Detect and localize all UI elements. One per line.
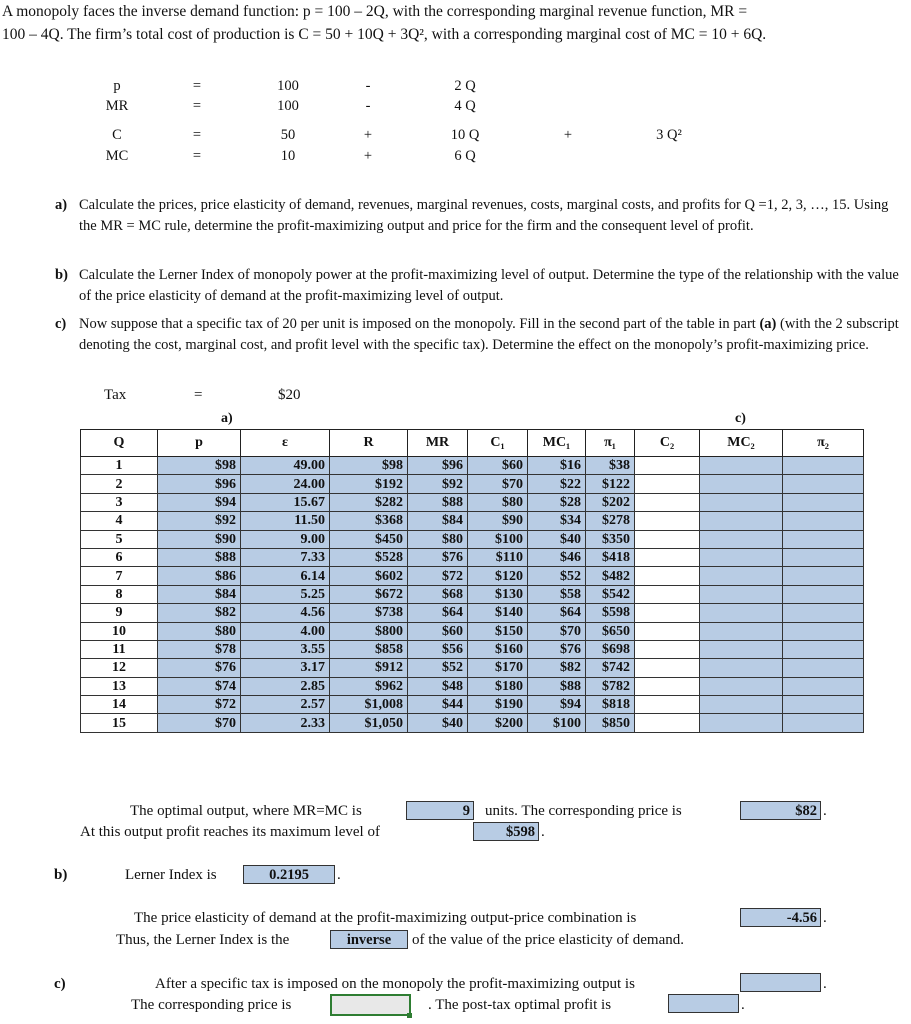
table-row	[81, 622, 864, 640]
tax-input-cell[interactable]	[783, 493, 864, 511]
tax-input-cell[interactable]	[783, 567, 864, 585]
value-cell[interactable]: $88	[158, 548, 241, 566]
column-header: MC₂	[700, 430, 783, 457]
tax-input-cell[interactable]	[635, 640, 700, 658]
equation-term2: 3 Q²	[656, 127, 682, 143]
value-cell[interactable]: $78	[158, 640, 241, 658]
column-header: R	[330, 430, 408, 457]
question-a-label: a)	[55, 197, 68, 213]
value-cell[interactable]: $94	[528, 696, 586, 714]
tax-input-cell[interactable]	[783, 696, 864, 714]
column-header: ε	[241, 430, 330, 457]
tax-input-cell[interactable]	[635, 604, 700, 622]
table-row	[81, 640, 864, 658]
tax-input-cell[interactable]	[783, 585, 864, 603]
tax-input-cell[interactable]	[635, 714, 700, 732]
tax-input-cell[interactable]	[783, 548, 864, 566]
question-b-label: b)	[55, 267, 68, 283]
table-section-a: a)	[221, 411, 233, 426]
value-cell[interactable]: $88	[528, 677, 586, 695]
value-cell[interactable]: $122	[586, 475, 635, 493]
period-2: .	[541, 824, 545, 840]
equation-label: p	[113, 78, 121, 94]
value-cell[interactable]: $60	[408, 622, 468, 640]
value-cell[interactable]: 5.25	[241, 585, 330, 603]
value-cell[interactable]: $60	[468, 457, 528, 475]
q-cell[interactable]: 1	[81, 457, 158, 475]
q-cell[interactable]: 10	[81, 622, 158, 640]
q-cell[interactable]: 4	[81, 512, 158, 530]
tax-input-cell[interactable]	[700, 567, 783, 585]
value-cell[interactable]: $850	[586, 714, 635, 732]
max-profit-cell[interactable]: $598	[473, 822, 539, 841]
answers-c-label: c)	[54, 976, 66, 992]
q-cell[interactable]: 2	[81, 475, 158, 493]
value-cell[interactable]: $98	[158, 457, 241, 475]
value-cell[interactable]: $542	[586, 585, 635, 603]
answers-b-label: b)	[54, 867, 68, 883]
question-b	[55, 265, 900, 307]
equation-eq: =	[192, 127, 202, 143]
value-cell[interactable]: $962	[330, 677, 408, 695]
value-cell[interactable]: 2.33	[241, 714, 330, 732]
value-cell[interactable]: $64	[528, 604, 586, 622]
period-1: .	[823, 803, 827, 819]
value-cell[interactable]: 2.57	[241, 696, 330, 714]
value-cell[interactable]: $180	[468, 677, 528, 695]
q-cell[interactable]: 7	[81, 567, 158, 585]
value-cell[interactable]: 15.67	[241, 493, 330, 511]
value-cell[interactable]: $56	[408, 640, 468, 658]
tax-input-cell[interactable]	[700, 493, 783, 511]
value-cell[interactable]: $52	[528, 567, 586, 585]
tax-input-cell[interactable]	[783, 604, 864, 622]
value-cell[interactable]: $96	[158, 475, 241, 493]
units-text: units. The corresponding price is	[485, 803, 682, 819]
table-row	[81, 659, 864, 677]
value-cell[interactable]: $84	[408, 512, 468, 530]
period-6: .	[741, 997, 745, 1013]
value-cell[interactable]: $90	[468, 512, 528, 530]
lerner-index-text: Lerner Index is	[125, 867, 217, 883]
value-cell[interactable]: $38	[586, 457, 635, 475]
optimal-output-cell[interactable]: 9	[406, 801, 474, 820]
equation-label: MR	[105, 98, 129, 114]
value-cell[interactable]: $200	[468, 714, 528, 732]
value-cell[interactable]: $110	[468, 548, 528, 566]
value-cell[interactable]: $368	[330, 512, 408, 530]
table-row	[81, 677, 864, 695]
tax-input-cell[interactable]	[700, 604, 783, 622]
value-cell[interactable]: $84	[158, 585, 241, 603]
value-cell[interactable]: $48	[408, 677, 468, 695]
tax-input-cell[interactable]	[783, 457, 864, 475]
question-c-text-post: (with the 2 subscript denoting the cost, marginal cost, and profit level with the specific tax). Determine the effect on the monopoly’s profit-maximizing price.	[79, 316, 899, 353]
equation-term: 4 Q	[454, 98, 476, 114]
tax-input-cell[interactable]	[635, 548, 700, 566]
tax-input-cell[interactable]	[700, 714, 783, 732]
value-cell[interactable]: $782	[586, 677, 635, 695]
value-cell[interactable]: $450	[330, 530, 408, 548]
value-cell[interactable]: $88	[408, 493, 468, 511]
period-3: .	[337, 867, 341, 883]
value-cell[interactable]: $858	[330, 640, 408, 658]
tax-input-cell[interactable]	[635, 475, 700, 493]
q-cell[interactable]: 14	[81, 696, 158, 714]
equation-label: MC	[105, 148, 129, 164]
equation-const: 100	[277, 78, 299, 94]
column-header: π₂	[783, 430, 864, 457]
equation-op: +	[363, 127, 373, 143]
value-cell[interactable]: $44	[408, 696, 468, 714]
equation-op: -	[365, 78, 371, 94]
tax-input-cell[interactable]	[635, 696, 700, 714]
tax-input-cell[interactable]	[783, 622, 864, 640]
q-cell[interactable]: 11	[81, 640, 158, 658]
value-cell[interactable]: $150	[468, 622, 528, 640]
q-cell[interactable]: 12	[81, 659, 158, 677]
thus-text: Thus, the Lerner Index is the	[116, 932, 290, 948]
tax-input-cell[interactable]	[700, 640, 783, 658]
post-tax-output-cell[interactable]	[740, 973, 821, 992]
equation-const: 10	[280, 148, 296, 164]
value-cell[interactable]: $278	[586, 512, 635, 530]
question-c	[55, 314, 900, 356]
question-a-text: Calculate the prices, price elasticity of demand, revenues, marginal revenues, costs, marginal costs, and profits for Q =1, 2, 3, …, 15. Using the MR = MC rule, determine the profit-maximizing output and price for the firm and the consequent level of profit.	[79, 197, 889, 234]
post-tax-output-text: After a specific tax is imposed on the monopoly the profit-maximizing output is	[155, 976, 635, 992]
value-cell[interactable]: $672	[330, 585, 408, 603]
question-c-text	[79, 314, 900, 356]
tax-input-cell[interactable]	[783, 659, 864, 677]
table-row	[81, 457, 864, 475]
value-cell[interactable]: $192	[330, 475, 408, 493]
value-cell[interactable]: $742	[586, 659, 635, 677]
value-cell[interactable]: 11.50	[241, 512, 330, 530]
question-b-text: Calculate the Lerner Index of monopoly power at the profit-maximizing level of output. Determine the type of the relationship with the value of the price elasticity of demand at the profit-maximizing level of output.	[79, 267, 899, 304]
question-c-label: c)	[55, 316, 67, 332]
period-4: .	[823, 910, 827, 926]
value-cell[interactable]: $598	[586, 604, 635, 622]
value-cell[interactable]: $482	[586, 567, 635, 585]
value-cell[interactable]: 9.00	[241, 530, 330, 548]
table-row	[81, 530, 864, 548]
equation-eq: =	[192, 148, 202, 164]
intro-line-2: 100 – 4Q. The firm’s total cost of production is C = 50 + 10Q + 3Q², with a corresponding marginal cost of MC = 10 + 6Q.	[2, 26, 767, 43]
value-cell[interactable]: $46	[528, 548, 586, 566]
value-cell[interactable]: $282	[330, 493, 408, 511]
value-cell[interactable]: $28	[528, 493, 586, 511]
column-header: C₁	[468, 430, 528, 457]
value-cell[interactable]: $738	[330, 604, 408, 622]
value-cell[interactable]: $1,050	[330, 714, 408, 732]
question-c-text-bold: (a)	[759, 316, 777, 332]
value-cell[interactable]: $70	[468, 475, 528, 493]
tax-equals: =	[194, 387, 203, 403]
value-cell[interactable]: $800	[330, 622, 408, 640]
value-cell[interactable]: $34	[528, 512, 586, 530]
tax-input-cell[interactable]	[700, 530, 783, 548]
value-cell[interactable]: 49.00	[241, 457, 330, 475]
value-cell[interactable]: $82	[528, 659, 586, 677]
value-cell[interactable]: $818	[586, 696, 635, 714]
equation-term: 10 Q	[450, 127, 480, 143]
tax-input-cell[interactable]	[635, 585, 700, 603]
table-section-c: c)	[735, 411, 746, 426]
value-cell[interactable]: $100	[468, 530, 528, 548]
value-cell[interactable]: $76	[158, 659, 241, 677]
relation-cell[interactable]: inverse	[330, 930, 408, 949]
equation-const: 100	[277, 98, 299, 114]
table-body	[81, 457, 864, 733]
value-cell[interactable]: $94	[158, 493, 241, 511]
post-tax-profit-cell[interactable]	[668, 994, 739, 1013]
value-cell[interactable]: $698	[586, 640, 635, 658]
column-header: MR	[408, 430, 468, 457]
value-cell[interactable]: $82	[158, 604, 241, 622]
value-cell[interactable]: $92	[408, 475, 468, 493]
value-cell[interactable]: 3.17	[241, 659, 330, 677]
value-cell[interactable]: $52	[408, 659, 468, 677]
table-row	[81, 475, 864, 493]
period-5: .	[823, 976, 827, 992]
tax-input-cell[interactable]	[783, 512, 864, 530]
value-cell[interactable]: $528	[330, 548, 408, 566]
equation-op: +	[363, 148, 373, 164]
table-row	[81, 585, 864, 603]
equation-term: 6 Q	[454, 148, 476, 164]
table-row	[81, 567, 864, 585]
value-cell[interactable]: $72	[408, 567, 468, 585]
tax-input-cell[interactable]	[783, 640, 864, 658]
value-cell[interactable]: 7.33	[241, 548, 330, 566]
tax-input-cell[interactable]	[700, 585, 783, 603]
value-cell[interactable]: 3.55	[241, 640, 330, 658]
tax-input-cell[interactable]	[700, 475, 783, 493]
tax-input-cell[interactable]	[700, 677, 783, 695]
value-cell[interactable]: $96	[408, 457, 468, 475]
value-cell[interactable]: $98	[330, 457, 408, 475]
value-cell[interactable]: $190	[468, 696, 528, 714]
value-cell[interactable]: $602	[330, 567, 408, 585]
value-cell[interactable]: 2.85	[241, 677, 330, 695]
equation-eq: =	[192, 98, 202, 114]
value-cell[interactable]: $58	[528, 585, 586, 603]
q-cell[interactable]: 9	[81, 604, 158, 622]
tax-input-cell[interactable]	[783, 714, 864, 732]
value-cell[interactable]: $1,008	[330, 696, 408, 714]
value-cell[interactable]: $70	[528, 622, 586, 640]
tax-input-cell[interactable]	[783, 475, 864, 493]
value-cell[interactable]: $40	[528, 530, 586, 548]
column-header: p	[158, 430, 241, 457]
elasticity-text: The price elasticity of demand at the profit-maximizing output-price combination is	[134, 910, 637, 926]
fill-handle[interactable]	[407, 1013, 412, 1018]
value-cell[interactable]: $100	[528, 714, 586, 732]
tax-input-cell[interactable]	[635, 622, 700, 640]
column-header: Q	[81, 430, 158, 457]
post-tax-price-text: The corresponding price is	[131, 997, 292, 1013]
results-table	[80, 429, 864, 733]
equation-eq: =	[192, 78, 202, 94]
tax-input-cell[interactable]	[635, 677, 700, 695]
value-cell[interactable]: $80	[158, 622, 241, 640]
table-row	[81, 714, 864, 732]
table-row	[81, 604, 864, 622]
lerner-index-cell[interactable]: 0.2195	[243, 865, 335, 884]
q-cell[interactable]: 8	[81, 585, 158, 603]
value-cell[interactable]: $350	[586, 530, 635, 548]
question-a	[55, 195, 900, 237]
post-tax-price-cell[interactable]	[330, 994, 411, 1016]
value-cell[interactable]: 4.56	[241, 604, 330, 622]
equations-block	[0, 78, 911, 178]
value-cell[interactable]: $912	[330, 659, 408, 677]
value-cell[interactable]: 24.00	[241, 475, 330, 493]
question-c-text-pre: Now suppose that a specific tax of 20 per unit is imposed on the monopoly. Fill in the second part of the table in part	[79, 316, 760, 332]
value-cell[interactable]: $68	[408, 585, 468, 603]
value-cell[interactable]: $76	[528, 640, 586, 658]
q-cell[interactable]: 15	[81, 714, 158, 732]
value-cell[interactable]: $16	[528, 457, 586, 475]
value-cell[interactable]: $170	[468, 659, 528, 677]
tax-input-cell[interactable]	[700, 659, 783, 677]
value-cell[interactable]: $74	[158, 677, 241, 695]
post-tax-profit-text: . The post-tax optimal profit is	[428, 997, 612, 1013]
table-header-row	[81, 430, 864, 457]
table-row	[81, 548, 864, 566]
optimal-output-text: The optimal output, where MR=MC is	[130, 803, 362, 819]
tax-input-cell[interactable]	[700, 457, 783, 475]
value-cell[interactable]: $80	[408, 530, 468, 548]
value-cell[interactable]: $40	[408, 714, 468, 732]
tax-input-cell[interactable]	[635, 530, 700, 548]
table-row	[81, 696, 864, 714]
q-cell[interactable]: 6	[81, 548, 158, 566]
value-cell[interactable]: $86	[158, 567, 241, 585]
tax-label: Tax	[104, 387, 127, 403]
value-cell[interactable]: $140	[468, 604, 528, 622]
table-row	[81, 512, 864, 530]
value-cell[interactable]: $90	[158, 530, 241, 548]
tax-input-cell[interactable]	[635, 659, 700, 677]
value-cell[interactable]: $64	[408, 604, 468, 622]
tax-input-cell[interactable]	[635, 512, 700, 530]
value-cell[interactable]: $92	[158, 512, 241, 530]
value-cell[interactable]: $72	[158, 696, 241, 714]
value-cell[interactable]: 6.14	[241, 567, 330, 585]
column-header: C₂	[635, 430, 700, 457]
equation-op: -	[365, 98, 371, 114]
value-cell[interactable]: $120	[468, 567, 528, 585]
equation-label: C	[112, 127, 122, 143]
value-cell[interactable]: $202	[586, 493, 635, 511]
table-row	[81, 493, 864, 511]
tax-input-cell[interactable]	[783, 530, 864, 548]
tax-input-cell[interactable]	[635, 567, 700, 585]
value-cell[interactable]: $70	[158, 714, 241, 732]
value-cell[interactable]: 4.00	[241, 622, 330, 640]
value-cell[interactable]: $80	[468, 493, 528, 511]
tax-input-cell[interactable]	[700, 512, 783, 530]
value-cell[interactable]: $418	[586, 548, 635, 566]
optimal-price-cell[interactable]: $82	[740, 801, 821, 820]
column-header: π₁	[586, 430, 635, 457]
problem-intro	[2, 0, 907, 46]
q-cell[interactable]: 5	[81, 530, 158, 548]
equation-const: 50	[280, 127, 296, 143]
tax-input-cell[interactable]	[700, 548, 783, 566]
of-text: of the value of the price elasticity of demand.	[412, 932, 684, 948]
q-cell[interactable]: 13	[81, 677, 158, 695]
value-cell[interactable]: $76	[408, 548, 468, 566]
tax-input-cell[interactable]	[700, 622, 783, 640]
value-cell[interactable]: $160	[468, 640, 528, 658]
intro-line-1: A monopoly faces the inverse demand function: p = 100 – 2Q, with the corresponding marginal revenue function, MR =	[2, 3, 748, 20]
q-cell[interactable]: 3	[81, 493, 158, 511]
equation-op2: +	[563, 127, 573, 143]
max-profit-text: At this output profit reaches its maximum level of	[80, 824, 380, 840]
tax-input-cell[interactable]	[635, 457, 700, 475]
equation-term: 2 Q	[454, 78, 476, 94]
tax-value: $20	[278, 387, 301, 403]
column-header: MC₁	[528, 430, 586, 457]
tax-input-cell[interactable]	[700, 696, 783, 714]
value-cell[interactable]: $130	[468, 585, 528, 603]
tax-input-cell[interactable]	[783, 677, 864, 695]
value-cell[interactable]: $650	[586, 622, 635, 640]
tax-input-cell[interactable]	[635, 493, 700, 511]
elasticity-cell[interactable]: -4.56	[740, 908, 821, 927]
value-cell[interactable]: $22	[528, 475, 586, 493]
